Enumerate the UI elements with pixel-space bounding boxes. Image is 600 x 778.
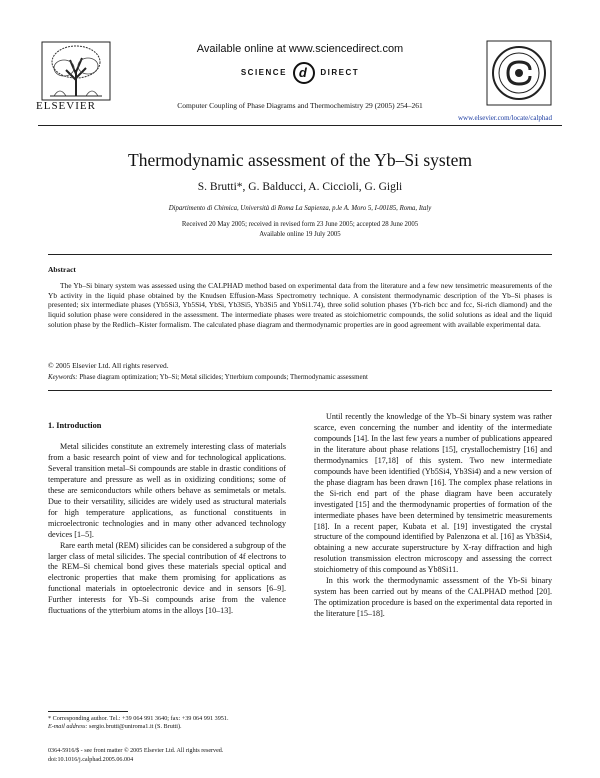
section-heading-introduction: 1. Introduction	[48, 421, 102, 430]
doi-line[interactable]: doi:10.1016/j.calphad.2005.06.004	[48, 756, 134, 763]
abstract-bottom-divider	[48, 390, 552, 391]
publisher-name: ELSEVIER	[36, 100, 96, 112]
paragraph: Until recently the knowledge of the Yb–Si binary system was rather scarce, even concerning the number and identity of the intermediate compounds [14]. In the last few years a number of publications appeared in the literature about phase relations [15], crystallochemistry [16] and thermodynamics [17,18] of this system. Two new intermediate compounds have been identified (Yb5Si4, Yb3Si4) and a new version of the phase diagram has been drawn [16]. The complex phase relations in the Si-rich end part of the phase diagram have been accurately investigated [15] and the thermodynamic properties of formation of the intermediate phases have been determined by tensimetric measurements [18]. In a recent paper, Kubata et al. [19] investigated the crystal structure of the compound identified by Palenzona et al. [16] as Yb3Si4, obtaining a new accurate superstructure by X-ray diffraction and high resolution transmission electron microscopy and assessing the correct stoichiometry of this compound as Yb8Si11.	[314, 412, 552, 575]
page-footer	[48, 747, 223, 764]
email-address[interactable]: sergio.brutti@uniroma1.it (S. Brutti).	[89, 723, 182, 731]
email-line	[48, 723, 286, 731]
corresponding-author-note: * Corresponding author. Tel.: +39 064 991 3640; fax: +39 064 991 3951.	[48, 715, 229, 722]
abstract-body: The Yb–Si binary system was assessed using the CALPHAD method based on experimental data from the literature and a few new tensimetric measurements of the Yb activity in the liquid phase obtained by the Knudsen Effusion-Mass Spectrometry technique. A consistent thermodynamic description of the Yb–Si phases is presented; six intermediate phases (Yb5Si3, Yb5Si4, YbSi, Yb3Si5, Yb3Si5 and YbSi1.74), three solid solution phases (Yb-rich bcc and fcc, Si-rich diamond) and the liquid solution phase were considered in the assessment. The intermediate phases were treated as stoichiometric compounds, the solid solutions as ideal and the liquid solution phase by the Redlich–Kister formalism. The calculated phase diagram and thermodynamic properties are in good agreement with available experimental data.	[48, 281, 552, 329]
article-authors: S. Brutti*, G. Balducci, A. Ciccioli, G. Gigli	[197, 181, 403, 193]
sd-left: SCIENCE	[240, 68, 287, 78]
footnote-divider	[48, 711, 128, 712]
keywords-line	[48, 374, 368, 381]
journal-url-link[interactable]: www.elsevier.com/locate/calphad	[457, 114, 552, 122]
email-label: E-mail address:	[48, 723, 88, 731]
received-dates: Received 20 May 2005; received in revised form 23 June 2005; accepted 28 June 2005	[181, 221, 419, 228]
left-column	[48, 442, 286, 617]
calphad-journal-logo	[486, 40, 552, 106]
article-title: Thermodynamic assessment of the Yb–Si system	[128, 150, 472, 170]
abstract-copyright: © 2005 Elsevier Ltd. All rights reserved.	[48, 361, 169, 370]
keywords-label: Keywords:	[48, 374, 78, 381]
available-online-line[interactable]: Available online at www.sciencedirect.com	[196, 43, 404, 55]
sd-right: DIRECT	[320, 68, 360, 78]
keywords-text: Phase diagram optimization; Yb–Si; Metal silicides; Ytterbium compounds; Thermodynamic assessment	[79, 374, 368, 381]
issn-line: 0364-5916/$ - see front matter © 2005 Elsevier Ltd. All rights reserved.	[48, 748, 224, 754]
author-affiliation: Dipartimento di Chimica, Università di Roma La Sapienza, p.le A. Moro 5, I-00185, Roma, Italy	[168, 205, 432, 212]
abstract-heading: Abstract	[48, 265, 76, 274]
paragraph: Metal silicides constitute an extremely interesting class of materials from a basic research point of view and for technological applications. Several transition metal–Si compounds are stable in drastic conditions of temperature and pressure as well as in oxidizing conditions; some of these are semiconductors while others behave as semimetals or metals. Due to their versatility, silicides are widely used as structural materials for high temperature applications, as functional constituents in microelectronic technologies and in many other advanced technology devices [1–5].	[48, 442, 286, 539]
journal-citation: Computer Coupling of Phase Diagrams and Thermochemistry 29 (2005) 254–261	[177, 101, 423, 110]
sd-at-icon: d	[293, 62, 315, 84]
paragraph: In this work the thermodynamic assessment of the Yb-Si binary system has been carried out by means of the CALPHAD method [20]. The optimization procedure is based on the experimental data reported in the literature [15–18].	[314, 576, 552, 619]
paragraph: Rare earth metal (REM) silicides can be considered a subgroup of the larger class of metal silicides. The special contribution of 4f electrons to the REM–Si chemical bond gives these materials special optical and electronic properties that make them promising for applications as functional materials in optoelectronic device and in sensors [6–9]. Further interests for Yb–Si compounds arise from the valence fluctuations of the ytterbium atoms in the alloys [10–13].	[48, 540, 286, 616]
right-column	[314, 412, 552, 620]
footnote	[48, 715, 286, 732]
header-divider	[38, 125, 562, 126]
abstract-top-divider	[48, 254, 552, 255]
available-online-date: Available online 19 July 2005	[259, 231, 341, 238]
